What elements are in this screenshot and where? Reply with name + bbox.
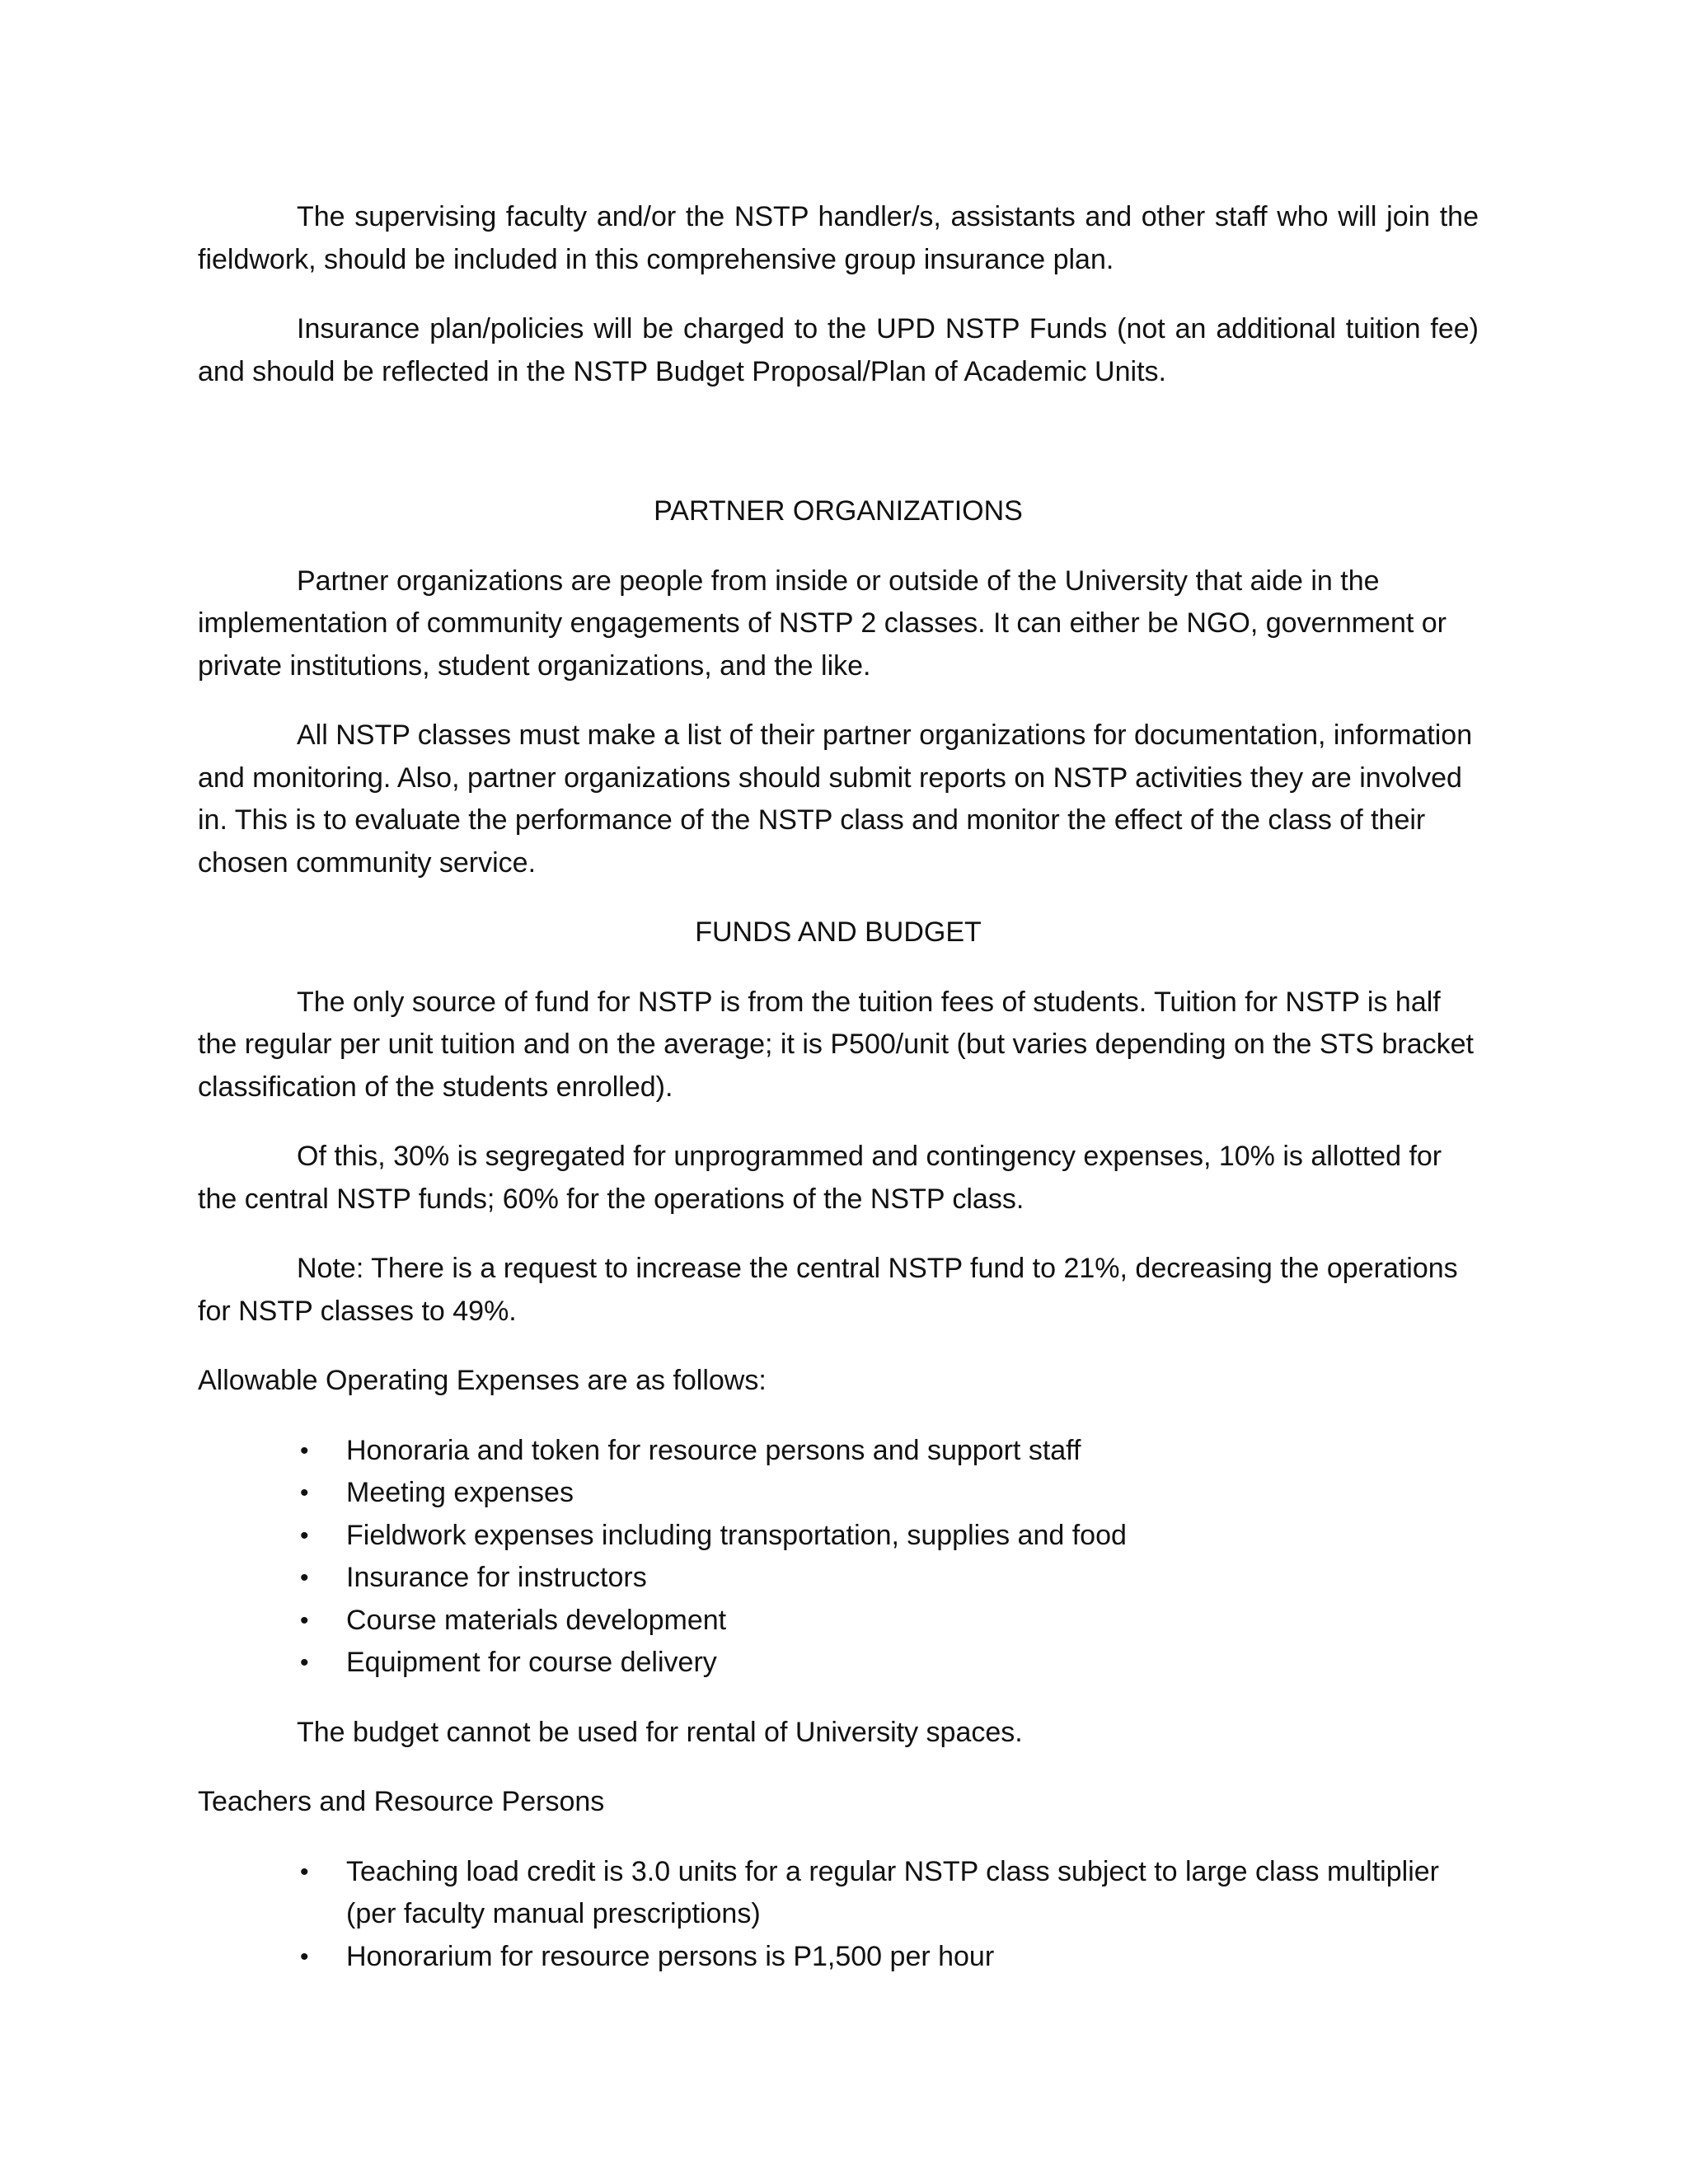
bullet-icon: • <box>300 1649 309 1676</box>
expenses-intro: Allowable Operating Expenses are as follows: <box>198 1365 767 1396</box>
bullet-icon: • <box>300 1943 309 1971</box>
teachers-list <box>198 1851 1479 1979</box>
bullet-icon: • <box>300 1606 309 1634</box>
funds-budget-heading: FUNDS AND BUDGET <box>695 916 982 948</box>
list-item: • Equipment for course delivery <box>346 1642 1479 1685</box>
bullet-icon: • <box>300 1436 309 1465</box>
bullet-icon: • <box>300 1858 309 1886</box>
partner-organizations-heading: PARTNER ORGANIZATIONS <box>654 495 1023 527</box>
bullet-icon: • <box>300 1521 309 1549</box>
list-item: • Course materials development <box>346 1600 1479 1643</box>
list-item: • Honoraria and token for resource persons and support staff <box>346 1430 1479 1473</box>
list-item: • Insurance for instructors <box>346 1557 1479 1600</box>
rental-note: The budget cannot be used for rental of University spaces. <box>297 1716 1023 1748</box>
funds-paragraph-1: The only source of fund for NSTP is from the tuition fees of students. Tuition for NSTP is half the regular per unit tuition and on the average; it is P500/unit (but varies depending on the STS bracket classification of the students enrolled). <box>198 986 1474 1103</box>
insurance-paragraph-2: Insurance plan/policies will be charged to the UPD NSTP Funds (not an additional tuition fee) and should be reflected in the NSTP Budget Proposal/Plan of Academic Units. <box>198 313 1479 387</box>
list-item: • Fieldwork expenses including transportation, supplies and food <box>346 1515 1479 1558</box>
funds-note: Note: There is a request to increase the central NSTP fund to 21%, decreasing the operations for NSTP classes to 49%. <box>198 1253 1458 1327</box>
bullet-icon: • <box>300 1564 309 1591</box>
teachers-heading: Teachers and Resource Persons <box>198 1786 605 1817</box>
expenses-list <box>198 1430 1479 1685</box>
insurance-paragraph-1: The supervising faculty and/or the NSTP handler/s, assistants and other staff who will join the fieldwork, should be included in this comprehensive group insurance plan. <box>198 201 1479 275</box>
funds-paragraph-2: Of this, 30% is segregated for unprogrammed and contingency expenses, 10% is allotted for the central NSTP funds; 60% for the operations of the NSTP class. <box>198 1141 1442 1215</box>
partners-paragraph-1: Partner organizations are people from inside or outside of the University that aide in the implementation of community engagements of NSTP 2 classes. It can either be NGO, government or private institutions, student organizations, and the like. <box>198 565 1447 682</box>
list-item: • Teaching load credit is 3.0 units for a regular NSTP class subject to large class multiplier (per faculty manual prescriptions) <box>346 1851 1479 1936</box>
list-item: • Honorarium for resource persons is P1,500 per hour <box>346 1936 1479 1979</box>
bullet-icon: • <box>300 1479 309 1507</box>
list-item: • Meeting expenses <box>346 1472 1479 1515</box>
partners-paragraph-2: All NSTP classes must make a list of their partner organizations for documentation, information and monitoring. Also, partner organizations should submit reports on NSTP activities they are involved in. This is to evaluate the performance of the NSTP class and monitor the effect of the class of their chosen community service. <box>198 719 1473 879</box>
document-body <box>198 196 1479 1978</box>
